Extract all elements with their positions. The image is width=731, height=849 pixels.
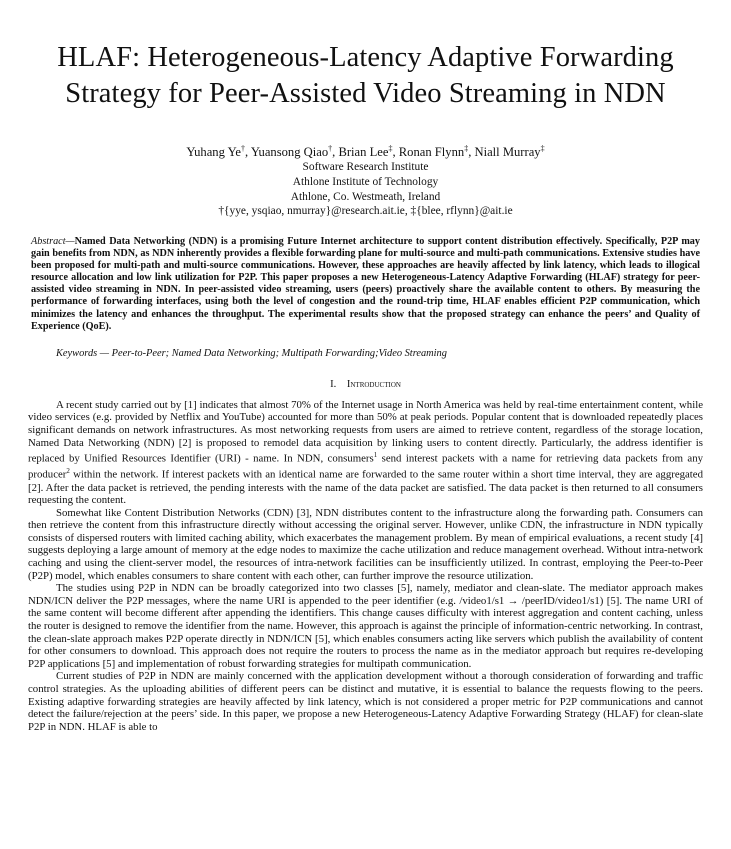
body-paragraph [28,507,703,583]
footnote-marker: 1 [373,451,378,460]
paragraph-text: Current studies of P2P in NDN are mainly concerned with the application development without a thorough consideration of forwarding and traffic control strategies. As the uploading abilities of different peers can be distinct and mutative, it is essential to balance the requests flowing to the peers. Existing adaptive forwarding strategies are heavily affected by link latency, which is not considered a proper metric for P2P communications and cannot detect the failure/rejection at the peers’ side. In this paper, we propose a new Heterogeneous-Latency Adaptive Forwarding Strategy (HLAF) for clean-slate P2P in NDN. HLAF is able to [28,670,703,733]
author-name: Yuhang Ye [186,145,241,160]
author-name: Yuansong Qiao [250,145,329,160]
affiliation-block [28,160,703,219]
author-affiliation-mark: ‡ [540,144,545,153]
paragraph-text: The studies using P2P in NDN can be broadly categorized into two classes [5], namely, mediator and clean-slate. The mediator approach makes NDN/ICN deliver the P2P messages, where the name URI is appended to the peer identifier (e.g. /video1/s1 → /peerID/video1/s1) [5]. The name URI of the same content will become different after appending the identifiers. This change causes difficulty with interest aggregation and content caching, unless the router is designed to remove the identifier from the name. However, this approach is against the principle of information-centric networking. In contrast, the clean-slate approach makes P2P operate directly in NDN/ICN [5], which enables consumers acting like servers which publish the availability of content for other consumers to download. This approach does not require the routers to process the name as in the mediator approach but requires re-developing P2P applications [5] and implementation of robust forwarding strategies for multipath communication. [28,582,703,670]
author-separator: , [468,145,475,160]
abstract-text: Named Data Networking (NDN) is a promising Future Internet architecture to support content distribution effectively. Specifically, P2P may gain benefits from NDN, as NDN inherently provides a flexible forwarding plane for multi-source and multi-path communications. Extensive studies have been proposed for multi-path and multi-source communications. However, these approaches are heavily affected by link latency, which leads to illogical resource allocation and low link utilization for P2P. This paper proposes a new Heterogeneous-Latency Adaptive Forwarding (HLAF) strategy for peer-assisted video streaming in NDN. In peer-assisted video streaming, users (peers) proactively share the available content to others. By measuring the performance of forwarding interfaces, using both the level of congestion and the round-trip time, HLAF enables efficient P2P communication, which minimizes the latency and enhances the throughput. The experimental results show that the proposed strategy can enhance the peers’ and Quality of Experience (QoE). [31,236,700,332]
introduction-body [28,399,703,734]
affiliation-line: Athlone, Co. Westmeath, Ireland [290,190,441,203]
body-paragraph [28,670,703,733]
section-heading [28,378,703,391]
paper-title: HLAF: Heterogeneous-Latency Adaptive Forwarding Strategy for Peer-Assisted Video Streaming in NDN [57,42,674,109]
author-emails: †{yye, ysqiao, nmurray}@research.ait.ie, ‡{blee, rflynn}@ait.ie [218,205,513,218]
section-title: Introduction [346,378,401,390]
author-name: Ronan Flynn [398,145,465,160]
paragraph-text: A recent study carried out by [1] indicates that almost 70% of the Internet usage in North America was held by real-time entertainment content, while video services (e.g. provided by Netflix and YouTube) accounted for more than 50% at peak periods. Popular content that is downloaded repeatedly places significant demands on network infrastructures. As most networking requests from users are aimed to retrieve content, regardless of the storage location, Named Data Networking (NDN) [2] is proposed to remodel data acquisition by linking users to content directly. Particularly, the address identifier is replaced by Unified Resources Identifier (URI) - name. In NDN, consumers [28,398,703,465]
author-affiliation-mark: † [241,144,245,153]
author-name: Brian Lee [338,145,389,160]
keywords-text: Peer-to-Peer; Named Data Networking; Multipath Forwarding;Video Streaming [111,347,447,359]
affiliation-line: Software Research Institute [302,161,429,174]
keywords-label: Keywords — [56,347,110,359]
body-paragraph [28,399,703,507]
paragraph-text: Somewhat like Content Distribution Networks (CDN) [3], NDN distributes content to the infrastructure along the forwarding path. Consumers can then retrieve the content from this infrastructure directly without accessing the original server. However, unlike CDN, the infrastructure in NDN typically consists of dispersed routers with limited caching ability, which exacerbates the management problem. By mean of empirical evaluations, a recent study [4] suggests deploying a large amount of memory at the edge nodes to maximize the cache utilization and reduce management overhead. Without intra-network caching and using the client-server model, the resources of intra-network facilities can be insufficiently utilized. In contrast, employing the Peer-to-Peer (P2P) model, which enables consumers to share content with each other, can further improve the resource utilization. [28,506,703,582]
abstract [28,236,703,333]
section-number: I. [330,378,337,390]
author-affiliation-mark: ‡ [464,144,469,153]
author-separator: , [245,145,251,160]
author-separator: , [332,145,339,160]
author-affiliation-mark: ‡ [388,144,393,153]
keywords [28,348,703,360]
author-separator: , [392,145,399,160]
author-list [28,141,703,160]
paragraph-text: within the network. If interest packets with an identical name are forwarded to the same router within a short time interval, they are aggregated [2]. After the data packet is retrieved, the pending interests with the name of the data packet are satisfied. The data packet is then returned to all consumers requesting the content. [28,468,703,507]
paragraph-text: send interest packets with a name for retrieving data packets from any producer [28,452,703,481]
body-paragraph [28,582,703,670]
author-name: Niall Murray [474,145,541,160]
abstract-label: Abstract— [31,236,75,247]
affiliation-line: Athlone Institute of Technology [292,175,439,188]
footnote-marker: 2 [66,467,70,476]
author-affiliation-mark: † [328,144,333,153]
